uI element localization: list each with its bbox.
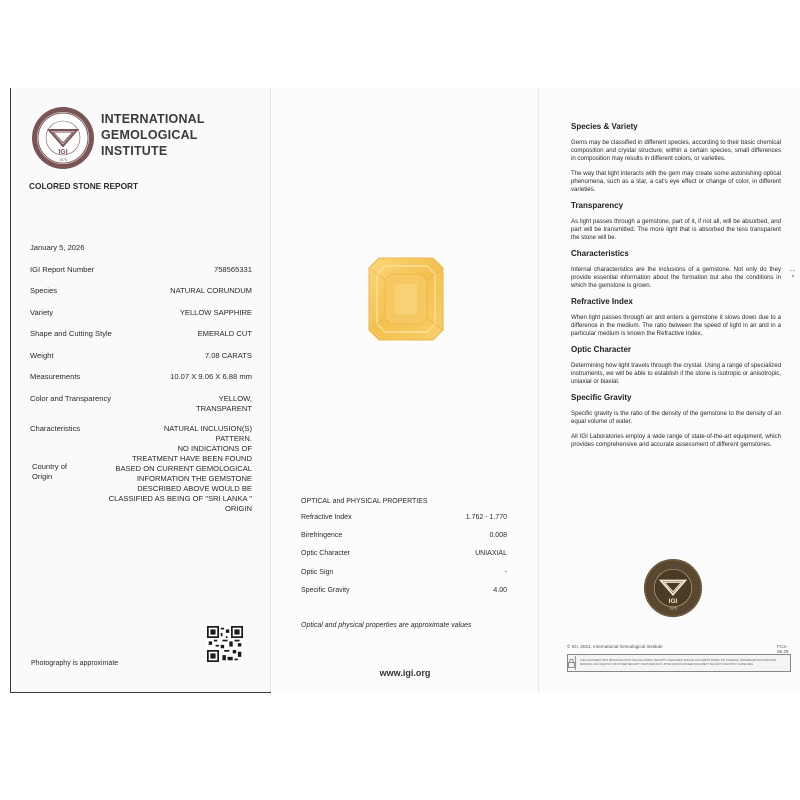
properties-title: OPTICAL and PHYSICAL PROPERTIES <box>301 498 428 505</box>
info-sections <box>571 122 781 456</box>
form-code: FCS - 05.25 <box>777 644 789 654</box>
info-section-species-variety <box>571 122 781 194</box>
section-heading: Species & Variety <box>571 122 638 131</box>
characteristics-line: CLASSIFIED AS BEING OF "SRI LANKA " <box>108 494 252 503</box>
origin-label-line: Country of <box>32 462 68 471</box>
country-of-origin-label <box>32 462 67 482</box>
detail-value: EMERALD CUT <box>197 329 252 338</box>
report-type-title: COLORED STONE REPORT <box>29 181 139 191</box>
section-heading: Specific Gravity <box>571 393 632 402</box>
scan-mark-icon <box>790 270 796 278</box>
detail-row-characteristics <box>30 424 252 514</box>
info-section-refractive-index <box>571 297 781 338</box>
characteristics-line: TREATMENT HAVE BEEN FOUND <box>132 454 252 463</box>
detail-label: Measurements <box>30 372 81 381</box>
section-text: All IGI Laboratories employ a wide range of state-of-the-art equipment, which provides comprehensive and accurate assessment of different gemstones. <box>571 433 781 448</box>
detail-row <box>30 351 252 361</box>
property-row <box>301 531 507 540</box>
detail-label: Weight <box>30 350 54 360</box>
color-value: YELLOW, <box>218 393 252 403</box>
property-value: 0.008 <box>489 532 507 540</box>
origin-label-line: Origin <box>32 472 53 481</box>
gem-report-document <box>10 88 800 692</box>
section-text: Determining how light travels through the crystal. Using a range of specialized instruments, we will be able to establish if the stone is isotropic or anisotropic, uniaxial or biaxial. <box>571 362 782 385</box>
copyright-text: © IGI, 2021, International Gemological Institute <box>567 644 663 649</box>
property-value: UNIAXIAL <box>475 550 507 558</box>
info-section-transparency <box>571 201 781 242</box>
detail-row <box>30 265 252 275</box>
section-text: The way that light interacts with the gem may create some astonishing optical phenomena, such as a star, a cat's eye effect or change of color, in different varieties. <box>571 170 781 193</box>
property-label: Optic Sign <box>301 568 334 576</box>
svg-text:1975: 1975 <box>59 158 67 162</box>
photography-note: Photography is approximate <box>31 660 119 667</box>
property-label: Refractive Index <box>301 514 352 521</box>
detail-value: YELLOW SAPPHIRE <box>179 307 252 317</box>
characteristics-line: INFORMATION THE GEMSTONE <box>136 474 252 483</box>
property-row <box>301 549 507 558</box>
org-name-line: INTERNATIONAL <box>101 112 205 126</box>
section-heading: Optic Character <box>571 345 632 354</box>
characteristics-line: BASED ON CURRENT GEMOLOGICAL <box>115 464 252 473</box>
detail-row <box>30 372 252 382</box>
svg-text:1975: 1975 <box>669 606 677 611</box>
detail-value: NATURAL CORUNDUM <box>170 286 252 295</box>
detail-label: Color and Transparency <box>30 393 112 403</box>
characteristics-line: NATURAL INCLUSION(S) <box>163 424 252 433</box>
detail-label: Characteristics <box>30 424 81 433</box>
characteristics-line: DESCRIBED ABOVE WOULD BE <box>137 484 252 493</box>
info-panel <box>538 88 800 692</box>
detail-value: 10.07 X 9.06 X 6.88 mm <box>170 372 252 381</box>
info-section-specific-gravity <box>571 393 781 449</box>
igi-seal-icon <box>31 106 95 170</box>
section-heading: Transparency <box>571 201 624 210</box>
detail-label: Variety <box>30 307 54 317</box>
website-link[interactable]: www.igi.org <box>379 668 431 678</box>
gem-image-panel <box>270 88 539 692</box>
transparency-value: TRANSPARENT <box>196 403 252 413</box>
report-details-panel <box>10 88 271 693</box>
detail-row <box>30 286 252 296</box>
security-text: THIS DOCUMENT WAS PRODUCED WITH THE FOLLOWING SECURITY MEASURES: SPECIAL DOCUMENT PAPER, INK SCREENS, WATERMARK BACKGROUND DESIGNS, HOLOGRAPHY AND OTHER SECURITY FEATURES NOT LISTED AND DO EXCEED DOCUMENT SECURITY INDUSTRY GUIDELINES <box>580 659 776 666</box>
report-number: 758565331 <box>213 264 252 274</box>
characteristics-line: ORIGIN <box>224 504 252 513</box>
section-text: Specific gravity is the ratio of the density of the gemstone to the density of an equal volume of water. <box>571 410 781 425</box>
org-name-line: INSTITUTE <box>101 144 168 158</box>
detail-row <box>30 308 252 318</box>
optical-properties <box>301 498 507 604</box>
property-label: Birefringence <box>301 532 343 540</box>
gemstone-image <box>367 256 445 342</box>
org-name-line: GEMOLOGICAL <box>101 128 198 142</box>
detail-label: IGI Report Number <box>30 264 95 274</box>
info-section-optic-character <box>571 345 781 386</box>
property-value: 1.762 - 1.770 <box>465 514 507 521</box>
document-lock-icon <box>568 656 576 670</box>
section-text: Internal characteristics are the inclusions of a gemstone. Not only do they provide essential information about the formation but also the conditions in which the gemstone is grown. <box>571 266 781 289</box>
detail-value: 7.08 CARATS <box>204 350 252 360</box>
characteristics-line: NO INDICATIONS OF <box>177 444 252 453</box>
security-notice <box>567 654 791 672</box>
section-text: When light passes through air and enters a gemstone it slows down due to a difference in the medium. The ratio between the speed of light in air and in a particular medium is known the Refractive Index. <box>571 314 781 337</box>
details-list <box>30 243 252 526</box>
detail-row <box>30 329 252 339</box>
igi-gold-seal-icon <box>643 558 703 618</box>
property-row <box>301 568 507 577</box>
property-label: Specific Gravity <box>301 586 350 594</box>
characteristics-value <box>109 424 252 514</box>
detail-row-color <box>30 394 252 414</box>
property-row <box>301 513 507 522</box>
characteristics-line: PATTERN. <box>215 434 252 443</box>
property-value: - <box>504 568 507 576</box>
properties-note: Optical and physical properties are approximate values <box>301 622 472 629</box>
org-name <box>101 111 205 159</box>
report-date: January 5, 2026 <box>30 243 85 252</box>
detail-label: Species <box>30 286 58 295</box>
property-row <box>301 586 507 595</box>
property-label: Optic Character <box>301 550 351 558</box>
svg-text:IGI: IGI <box>668 598 678 605</box>
detail-value <box>196 394 252 414</box>
section-heading: Refractive Index <box>571 297 633 306</box>
svg-text:IGI: IGI <box>58 149 68 156</box>
section-heading: Characteristics <box>571 249 629 258</box>
property-value: 4.00 <box>493 586 507 594</box>
qr-code-icon[interactable] <box>207 626 243 662</box>
section-text: As light passes through a gemstone, part of it, if not all, will be absorbed, and part will be transmitted. The more light that is absorbed the less transparent the stone will be. <box>571 218 781 241</box>
detail-label: Shape and Cutting Style <box>30 329 112 338</box>
info-section-characteristics <box>571 249 781 290</box>
section-text: Gems may be classified in different species, according to their basic chemical composition and crystal structure; within a certain species, small differences in composition may results in different colors, or varieties. <box>571 139 781 162</box>
